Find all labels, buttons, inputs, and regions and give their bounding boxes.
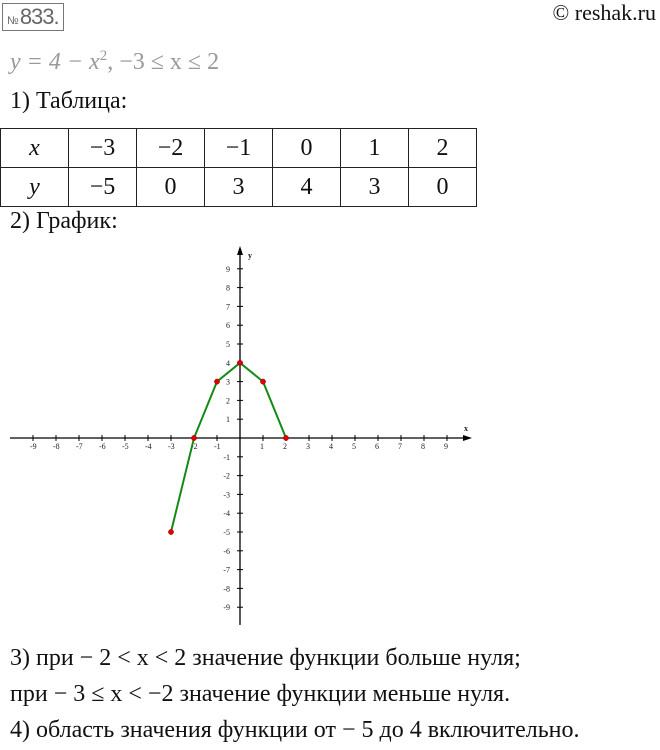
y-tick-label: -4 [223, 509, 230, 519]
x-tick-label: 1 [260, 442, 264, 451]
table-row [1, 129, 477, 168]
data-point [237, 360, 242, 365]
data-point [283, 435, 288, 440]
cell: 0 [137, 168, 205, 207]
cell: 4 [273, 168, 341, 207]
value-table [0, 128, 477, 207]
cell: 0 [273, 129, 341, 168]
cell: 2 [409, 129, 477, 168]
y-tick-label: 3 [226, 377, 230, 387]
x-tick-label: -9 [30, 442, 37, 451]
function-line [171, 363, 286, 532]
x-tick-label: -8 [53, 442, 60, 451]
x-tick-label: -1 [214, 442, 221, 451]
y-tick-label: 1 [226, 415, 230, 425]
row-head: y [1, 168, 69, 207]
y-tick-label: 2 [226, 396, 230, 406]
data-point [168, 529, 173, 534]
formula-exp: 2 [99, 48, 108, 64]
cell: 1 [341, 129, 409, 168]
cell: −3 [69, 129, 137, 168]
cell: −5 [69, 168, 137, 207]
number-value: 833. [19, 4, 59, 29]
x-tick-label: 8 [421, 442, 425, 451]
x-axis-label: x [464, 424, 468, 433]
x-axis-arrow [463, 435, 472, 441]
y-tick-label: -3 [223, 490, 230, 500]
y-tick-label: -8 [223, 584, 230, 594]
formula-func: y = 4 − x [10, 49, 100, 75]
x-tick-label: 3 [306, 442, 310, 451]
x-tick-label: -7 [76, 442, 83, 451]
exercise-number [2, 3, 64, 31]
section-table-title: 1) Таблица: [10, 88, 128, 114]
x-tick-label: 5 [352, 442, 356, 451]
y-tick-label: 9 [226, 264, 230, 274]
y-tick-label: 8 [226, 283, 230, 293]
x-tick-label: -5 [122, 442, 129, 451]
y-tick-label: -1 [223, 452, 230, 462]
answer-line-3: 4) область значения функции от − 5 до 4 включительно. [10, 717, 580, 743]
y-tick-label: -5 [223, 528, 230, 537]
cell: 0 [409, 168, 477, 207]
y-tick-label: -7 [223, 565, 230, 575]
cell: 3 [341, 168, 409, 207]
data-point [191, 435, 196, 440]
cell: −2 [137, 129, 205, 168]
x-tick-label: -4 [145, 442, 152, 451]
copyright: © reshak.ru [552, 0, 656, 25]
function-graph [0, 240, 480, 630]
y-tick-label: -2 [223, 471, 230, 481]
y-axis-label: y [248, 251, 252, 260]
cell: 3 [205, 168, 273, 207]
formula [10, 48, 219, 76]
row-head: x [1, 129, 69, 168]
formula-domain: , −3 ≤ x ≤ 2 [107, 49, 220, 75]
x-tick-label: -6 [99, 442, 106, 451]
x-tick-label: 6 [375, 442, 379, 451]
x-tick-label: -3 [168, 442, 175, 451]
y-tick-label: 7 [226, 302, 230, 312]
y-tick-label: -6 [223, 546, 230, 556]
x-tick-label: -2 [191, 442, 198, 451]
x-tick-label: 2 [283, 442, 287, 451]
answer-line-1: 3) при − 2 < x < 2 значение функции больше нуля; [10, 645, 521, 671]
table-row [1, 168, 477, 207]
number-prefix: № [7, 15, 18, 27]
data-point [214, 379, 219, 384]
x-tick-label: 9 [444, 442, 448, 451]
section-graph-title: 2) График: [10, 208, 118, 234]
data-point [260, 379, 265, 384]
y-tick-label: 6 [226, 321, 230, 331]
cell: −1 [205, 129, 273, 168]
y-tick-label: -9 [223, 603, 230, 613]
answer-line-2: при − 3 ≤ x < −2 значение функции меньше нуля. [10, 681, 511, 707]
y-tick-label: 4 [226, 358, 230, 368]
x-tick-label: 7 [398, 442, 402, 451]
x-tick-label: 4 [329, 442, 333, 451]
y-tick-label: 5 [226, 340, 230, 349]
y-axis-arrow [237, 246, 243, 255]
